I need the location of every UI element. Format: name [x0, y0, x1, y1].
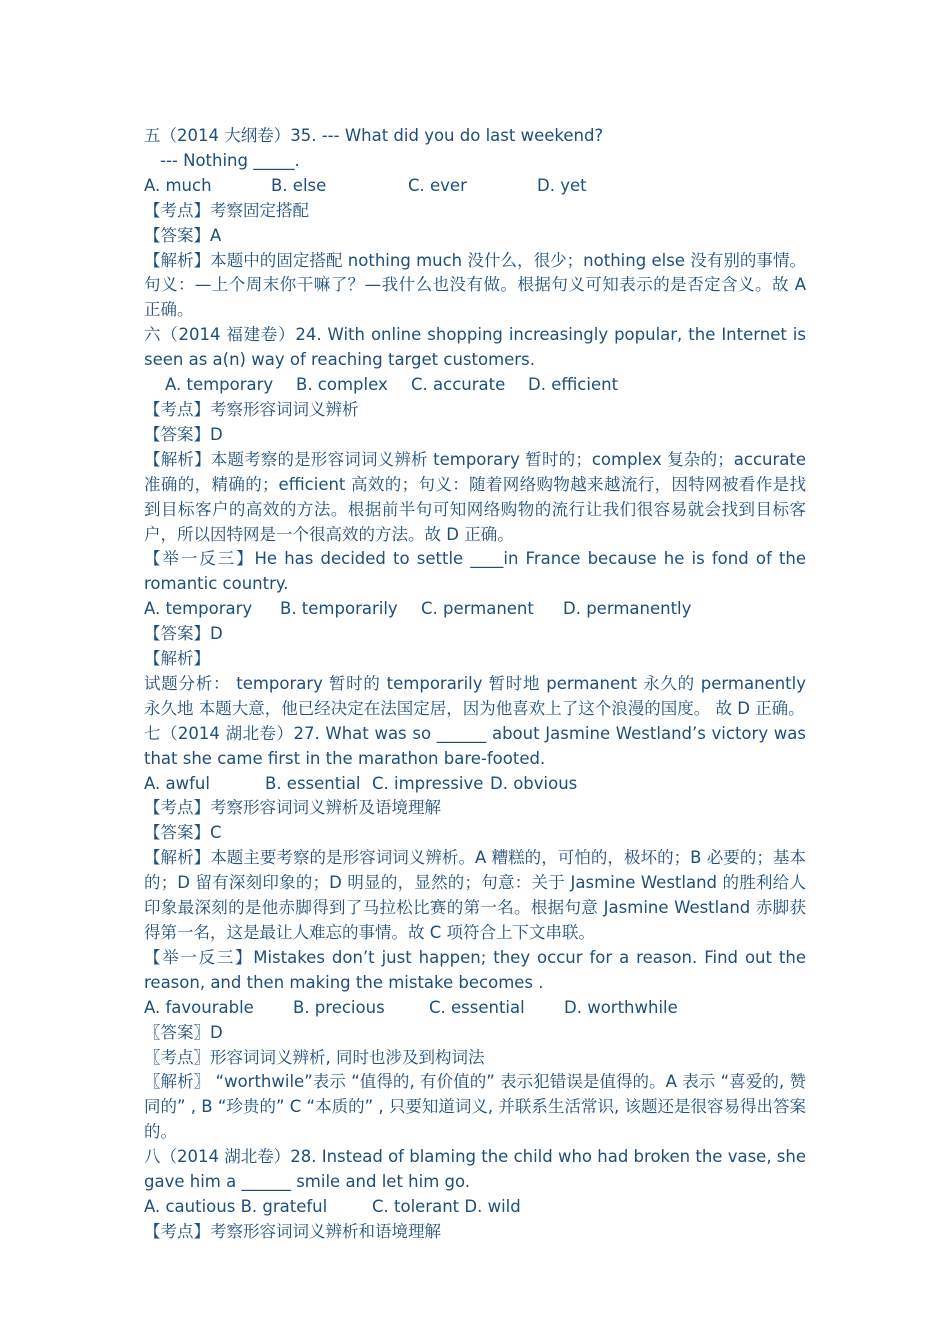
- q6-ext-answer: 【答案】D: [144, 624, 223, 644]
- q7-analysis: 【解析】本题主要考察的是形容词词义辨析。A 糟糕的，可怕的，极坏的；B 必要的；基本的；D 留有深刻印象的；D 明显的，显然的；句意：关于 Jasmine Westland 的胜利给人印象最深刻的是他赤脚得到了马拉松比赛的第一名。根据句意 Jasmine Westland 赤脚获得第一名，这是最让人难忘的事情。故 C 项符合上下文串联。: [144, 848, 806, 942]
- q8-option-ab: A. cautious B. grateful: [144, 1196, 328, 1216]
- q6-options: [144, 373, 806, 398]
- q7-option-b: B. essential: [265, 773, 361, 793]
- q6-point: 【考点】考察形容词词义辨析: [144, 399, 359, 419]
- q7-ext-stem: 【举一反三】Mistakes don’t just happen; they occur for a reason. Find out the reason, and then making the mistake becomes .: [144, 947, 806, 992]
- q7-ext-option-d: D. worthwhile: [564, 997, 678, 1017]
- q6-ext-option-d: D. permanently: [563, 599, 692, 619]
- q6-stem: 六（2014 福建卷）24. With online shopping increasingly popular, the Internet is seen as a(n) way of reaching target customers.: [144, 325, 806, 370]
- q7-point: 【考点】考察形容词词义辨析及语境理解: [144, 798, 441, 818]
- q6-ext-option-a: A. temporary: [144, 599, 253, 619]
- q5-option-b: B. else: [271, 175, 327, 195]
- q7-ext-answer: 〖答案〗D: [144, 1022, 223, 1042]
- q8-options: [144, 1195, 806, 1220]
- q5-stem-reply: --- Nothing _____.: [160, 150, 300, 170]
- q6-analysis: 【解析】本题考察的是形容词词义辨析 temporary 暂时的；complex 复杂的；accurate 准确的，精确的；efficient 高效的；句义：随着网络购物越来越流行，因特网被看作是找到目标客户的高效的方法。根据前半句可知网络购物的流行让我们很容易就会找到目标客户，所以因特网是一个很高效的方法。故 D 正确。: [144, 449, 806, 544]
- q6-option-c: C. accurate: [411, 375, 506, 395]
- q7-ext-option-c: C. essential: [429, 997, 525, 1017]
- q7-ext-option-a: A. favourable: [144, 997, 254, 1017]
- q6-ext-analysis: 试题分析： temporary 暂时的 temporarily 暂时地 permanent 永久的 permanently 永久地 本题大意，他已经决定在法国定居，因为他喜欢上了这个浪漫的国度。 故 D 正确。: [144, 673, 806, 718]
- q7-ext-option-b: B. precious: [293, 997, 385, 1017]
- q7-ext-point: 〖考点〗形容词词义辨析, 同时也涉及到构词法: [144, 1047, 485, 1067]
- q5-analysis: 【解析】本题中的固定搭配 nothing much 没什么，很少；nothing else 没有别的事情。句义：—上个周末你干嘛了？—我什么也没有做。根据句义可知表示的是否定含义。故 A 正确。: [144, 250, 806, 320]
- q7-ext-analysis: 〖解析〗 “worthwile”表示 “值得的, 有价值的” 表示犯错误是值得的。A 表示 “喜爱的, 赞同的” , B “珍贵的” C “本质的” , 只要知道词义, 并联系生活常识, 该题还是很容易得出答案的。: [144, 1072, 806, 1142]
- q6-option-a: A. temporary: [165, 375, 274, 395]
- q6-ext-option-b: B. temporarily: [280, 599, 398, 619]
- q6-option-b: B. complex: [296, 375, 388, 395]
- q7-option-c: C. impressive: [372, 773, 484, 793]
- q6-ext-analysis-label: 【解析】: [144, 649, 210, 669]
- q5-point: 【考点】考察固定搭配: [144, 200, 309, 220]
- q7-option-a: A. awful: [144, 773, 210, 793]
- q7-option-d: D. obvious: [490, 773, 578, 793]
- q5-option-c: C. ever: [408, 175, 467, 195]
- q5-option-d: D. yet: [537, 175, 587, 195]
- q6-option-d: D. efficient: [528, 375, 619, 395]
- q6-answer: 【答案】D: [144, 424, 223, 444]
- q8-point: 【考点】考察形容词词义辨析和语境理解: [144, 1221, 441, 1241]
- q7-options: [144, 772, 806, 797]
- q5-options: [144, 174, 806, 199]
- q8-stem: 八（2014 湖北卷）28. Instead of blaming the child who had broken the vase, she gave him a ______ smile and let him go.: [144, 1147, 807, 1192]
- q7-stem: 七（2014 湖北卷）27. What was so ______ about Jasmine Westland’s victory was that she came first in the marathon bare-footed.: [144, 723, 806, 768]
- q5-answer: 【答案】A: [144, 225, 222, 245]
- q5-stem: 五（2014 大纲卷）35. --- What did you do last weekend?: [144, 126, 604, 145]
- q8-option-cd: C. tolerant D. wild: [372, 1196, 521, 1216]
- q6-ext-option-c: C. permanent: [421, 599, 534, 619]
- q7-ext-options: [144, 996, 806, 1021]
- q6-ext-stem: 【举一反三】He has decided to settle ____in France because he is fond of the romantic country.: [144, 549, 806, 594]
- q7-answer: 【答案】C: [144, 823, 222, 843]
- q6-ext-options: [144, 597, 806, 622]
- q5-option-a: A. much: [144, 175, 212, 195]
- document-page: [144, 124, 806, 1245]
